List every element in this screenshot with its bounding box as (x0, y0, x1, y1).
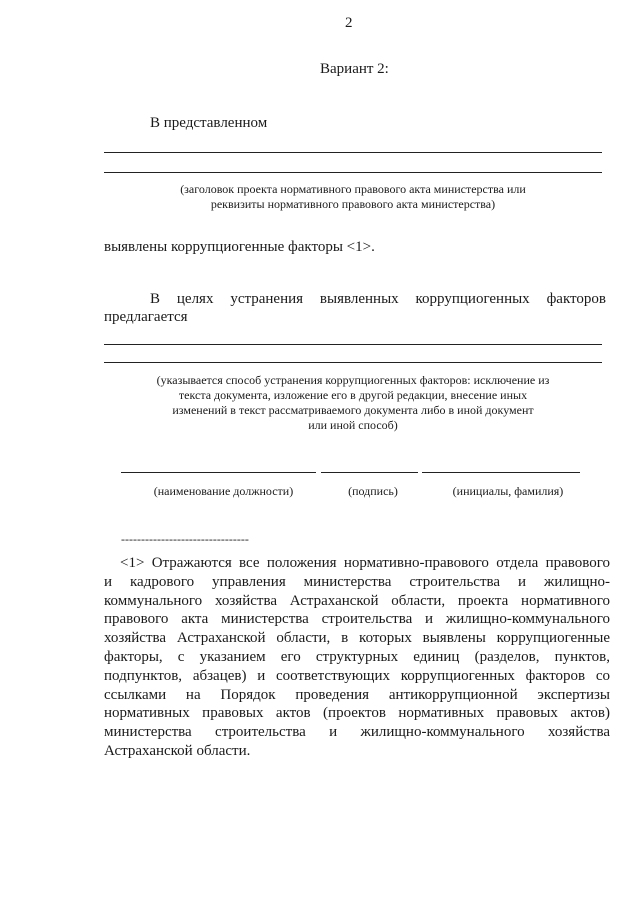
caption-document-line: реквизиты нормативного правового акта министерства) (210, 197, 496, 211)
caption-document (104, 182, 602, 212)
blank-line-method-2 (104, 362, 602, 363)
signature-position-label: (наименование должности) (153, 484, 294, 498)
footnote-separator: -------------------------------- (121, 532, 249, 546)
caption-method-line: (указывается способ устранения коррупциогенных факторов: исключение из (156, 373, 550, 387)
signature-line-signature (321, 472, 418, 473)
footnote-line: и кадрового управления министерства строительства и жилищно- (104, 573, 610, 590)
caption-method-line: изменений в текст рассматриваемого документа либо в иной документ (172, 403, 534, 417)
footnote-line: коммунального хозяйства Астраханской области, проекта нормативного (104, 592, 610, 609)
intro-text: В представленном (150, 115, 268, 131)
footnote (104, 554, 610, 761)
proposal-line-2: предлагается (104, 309, 188, 325)
signature-label: (подпись) (348, 484, 398, 498)
footnote-line: Астраханской области. (104, 742, 251, 759)
blank-line-method-1 (104, 344, 602, 345)
signature-line-position (121, 472, 316, 473)
proposal-line-1 (150, 290, 606, 308)
caption-document-line: (заголовок проекта нормативного правового акта министерства или (180, 182, 526, 196)
signature-line-name (422, 472, 580, 473)
signature-name-label: (инициалы, фамилия) (452, 484, 564, 498)
factors-found-text: выявлены коррупциогенные факторы <1>. (104, 239, 375, 255)
proposal-word: устранения (230, 291, 304, 307)
proposal-word: выявленных (319, 291, 399, 307)
footnote-line: нормативных правовых актов (проектов нормативных правовых актов) (104, 705, 610, 722)
variant-title: Вариант 2: (320, 61, 389, 77)
footnote-line: ссылками на Порядок проведения антикоррупционной экспертизы (104, 686, 610, 703)
caption-method (104, 373, 602, 433)
blank-line-doc-1 (104, 152, 602, 153)
footnote-line: факторы, с указанием его структурных единиц (разделов, пунктов, (104, 648, 610, 665)
proposal-word: факторов (546, 291, 606, 307)
blank-line-doc-2 (104, 172, 602, 173)
page-number: 2 (345, 15, 353, 31)
proposal-word: целях (176, 291, 214, 307)
footnote-line: подпунктов, абзацев) и соответствующих коррупциогенных факторов со (104, 667, 610, 684)
footnote-line: министерства строительства и жилищно-коммунального хозяйства (104, 724, 610, 741)
caption-method-line: или иной способ) (308, 418, 398, 432)
footnote-line: правового акта министерства строительства и жилищно-коммунального (104, 611, 610, 628)
proposal-word: В (150, 291, 161, 307)
caption-method-line: текста документа, изложение его в другой редакции, внесение иных (178, 388, 528, 402)
proposal-word: коррупциогенных (415, 291, 530, 307)
footnote-line: <1> Отражаются все положения нормативно-правового отдела правового (120, 555, 610, 571)
footnote-line: хозяйства Астраханской области, в которых выявлены коррупциогенные (104, 630, 610, 647)
